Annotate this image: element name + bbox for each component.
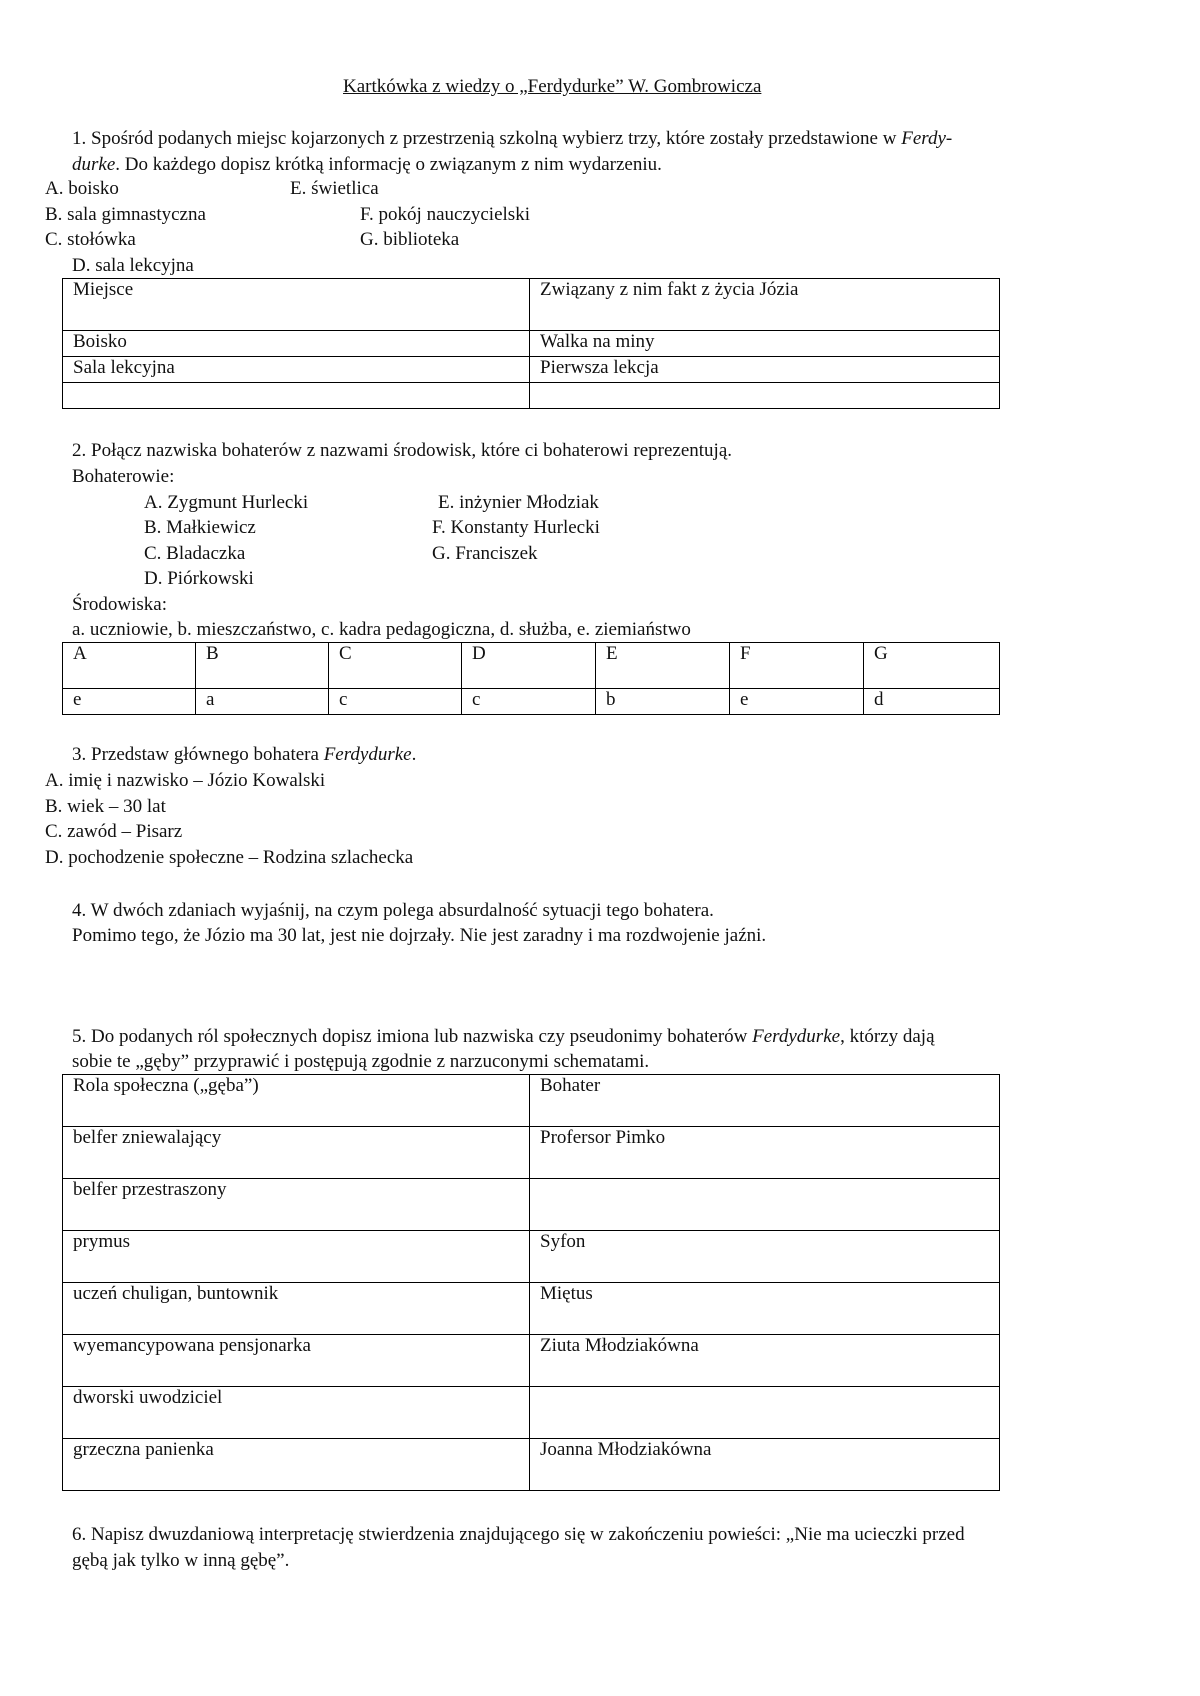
q1-option-f: F. pokój nauczycielski xyxy=(360,204,530,225)
table-row xyxy=(63,1179,1000,1231)
q1-option-a: A. boisko xyxy=(45,178,119,199)
q2-header-g: G xyxy=(864,643,1000,689)
q1-cell[interactable]: Pierwsza lekcja xyxy=(530,357,1000,383)
q2-hero-a: A. Zygmunt Hurlecki xyxy=(144,492,309,513)
q5-hero[interactable]: Ziuta Młodziakówna xyxy=(530,1335,1000,1387)
q4-prompt: 4. W dwóch zdaniach wyjaśnij, na czym polega absurdalność sytuacji tego bohatera. xyxy=(72,900,714,921)
q1-option-e: E. świetlica xyxy=(290,178,379,199)
q2-hero-g: G. Franciszek xyxy=(432,543,538,564)
q5-role: dworski uwodziciel xyxy=(63,1387,530,1439)
q5-prompt-line2: sobie te „gęby” przyprawić i postępują zgodnie z narzuconymi schematami. xyxy=(72,1051,650,1072)
q5-prompt-b: , którzy dają xyxy=(840,1026,935,1047)
q2-heroes-label: Bohaterowie: xyxy=(72,466,175,487)
q2-hero-b: B. Małkiewicz xyxy=(144,517,256,538)
q2-header-f: F xyxy=(730,643,864,689)
q1-prompt-a: 1. Spośród podanych miejsc kojarzonych z przestrzenią szkolną wybierz trzy, które zostały przedstawione w xyxy=(72,128,902,149)
q3-prompt xyxy=(72,744,416,766)
table-row xyxy=(63,1335,1000,1387)
q5-hero[interactable]: Syfon xyxy=(530,1231,1000,1283)
q2-header-e: E xyxy=(596,643,730,689)
q2-hero-d: D. Piórkowski xyxy=(144,568,254,589)
q2-envs-label: Środowiska: xyxy=(72,594,167,615)
q5-header-role: Rola społeczna („gęba”) xyxy=(63,1075,530,1127)
q5-prompt-line1 xyxy=(72,1026,935,1048)
q2-header-d: D xyxy=(462,643,596,689)
q1-prompt-b: . Do każdego dopisz krótką informację o związanym z nim wydarzeniu. xyxy=(115,154,662,175)
q5-prompt-a: 5. Do podanych ról społecznych dopisz imiona lub nazwiska czy pseudonimy bohaterów xyxy=(72,1026,753,1047)
q6-prompt-line2: gębą jak tylko w inną gębę”. xyxy=(72,1550,290,1571)
q1-header-fact: Związany z nim fakt z życia Józia xyxy=(530,279,1000,331)
q3-prompt-a: 3. Przedstaw głównego bohatera xyxy=(72,744,324,765)
table-row xyxy=(63,1283,1000,1335)
q1-prompt-title-2: durke xyxy=(72,154,116,175)
q5-role: uczeń chuligan, buntownik xyxy=(63,1283,530,1335)
page-title: Kartkówka z wiedzy o „Ferdydurke” W. Gombrowicza xyxy=(343,76,762,97)
q5-role: prymus xyxy=(63,1231,530,1283)
q2-answer-e[interactable]: b xyxy=(596,689,730,715)
q1-option-b: B. sala gimnastyczna xyxy=(45,204,206,225)
q1-option-g: G. biblioteka xyxy=(360,229,460,250)
q5-role: wyemancypowana pensjonarka xyxy=(63,1335,530,1387)
table-row xyxy=(63,689,1000,715)
q5-table xyxy=(62,1074,1000,1491)
table-row xyxy=(63,1439,1000,1491)
q5-hero[interactable] xyxy=(530,1387,1000,1439)
q4-answer[interactable]: Pomimo tego, że Józio ma 30 lat, jest nie dojrzały. Nie jest zaradny i ma rozdwojenie jaźni. xyxy=(72,925,767,946)
q3-line-c: C. zawód – Pisarz xyxy=(45,821,183,842)
q3-prompt-b: . xyxy=(411,744,417,765)
q2-prompt: 2. Połącz nazwiska bohaterów z nazwami środowisk, które ci bohaterowi reprezentują. xyxy=(72,440,733,461)
table-row xyxy=(63,1387,1000,1439)
q1-option-d: D. sala lekcyjna xyxy=(72,255,194,276)
q5-prompt-title: Ferdydurke xyxy=(752,1026,841,1047)
q2-header-a: A xyxy=(63,643,196,689)
q2-hero-c: C. Bladaczka xyxy=(144,543,246,564)
q2-header-b: B xyxy=(196,643,329,689)
table-row xyxy=(63,383,1000,409)
q2-header-c: C xyxy=(329,643,462,689)
q1-header-place: Miejsce xyxy=(63,279,530,331)
q2-answer-d[interactable]: c xyxy=(462,689,596,715)
table-row xyxy=(63,1127,1000,1179)
q5-role: grzeczna panienka xyxy=(63,1439,530,1491)
q1-table xyxy=(62,278,1000,409)
q1-cell[interactable] xyxy=(530,383,1000,409)
table-row xyxy=(63,357,1000,383)
q5-role: belfer zniewalający xyxy=(63,1127,530,1179)
table-header-row xyxy=(63,1075,1000,1127)
q2-table xyxy=(62,642,1000,715)
q2-hero-f: F. Konstanty Hurlecki xyxy=(432,517,600,538)
q2-envs: a. uczniowie, b. mieszczaństwo, c. kadra pedagogiczna, d. służba, e. ziemiaństwo xyxy=(72,619,691,640)
q1-option-c: C. stołówka xyxy=(45,229,136,250)
q2-answer-a[interactable]: e xyxy=(63,689,196,715)
table-row xyxy=(63,1231,1000,1283)
q6-prompt-line1: 6. Napisz dwuzdaniową interpretację stwierdzenia znajdującego się w zakończeniu powieści: „Nie ma ucieczki przed xyxy=(72,1524,965,1545)
table-header-row xyxy=(63,279,1000,331)
q2-answer-g[interactable]: d xyxy=(864,689,1000,715)
q5-role: belfer przestraszony xyxy=(63,1179,530,1231)
q5-hero[interactable] xyxy=(530,1179,1000,1231)
q1-cell[interactable]: Walka na miny xyxy=(530,331,1000,357)
q3-prompt-title: Ferdydurke xyxy=(323,744,412,765)
q5-hero[interactable]: Profersor Pimko xyxy=(530,1127,1000,1179)
q1-cell[interactable]: Sala lekcyjna xyxy=(63,357,530,383)
q5-hero[interactable]: Miętus xyxy=(530,1283,1000,1335)
q3-line-a: A. imię i nazwisko – Józio Kowalski xyxy=(45,770,326,791)
q2-answer-f[interactable]: e xyxy=(730,689,864,715)
q1-prompt-line1 xyxy=(72,128,952,150)
q2-hero-e: E. inżynier Młodziak xyxy=(438,492,599,513)
q5-hero[interactable]: Joanna Młodziakówna xyxy=(530,1439,1000,1491)
q5-header-hero: Bohater xyxy=(530,1075,1000,1127)
table-header-row xyxy=(63,643,1000,689)
q1-cell[interactable]: Boisko xyxy=(63,331,530,357)
q1-prompt-line2 xyxy=(72,154,662,176)
q3-line-b: B. wiek – 30 lat xyxy=(45,796,166,817)
q1-prompt-title-1: Ferdy- xyxy=(901,128,953,149)
table-row xyxy=(63,331,1000,357)
q2-answer-b[interactable]: a xyxy=(196,689,329,715)
q2-answer-c[interactable]: c xyxy=(329,689,462,715)
q1-cell[interactable] xyxy=(63,383,530,409)
q3-line-d: D. pochodzenie społeczne – Rodzina szlachecka xyxy=(45,847,414,868)
